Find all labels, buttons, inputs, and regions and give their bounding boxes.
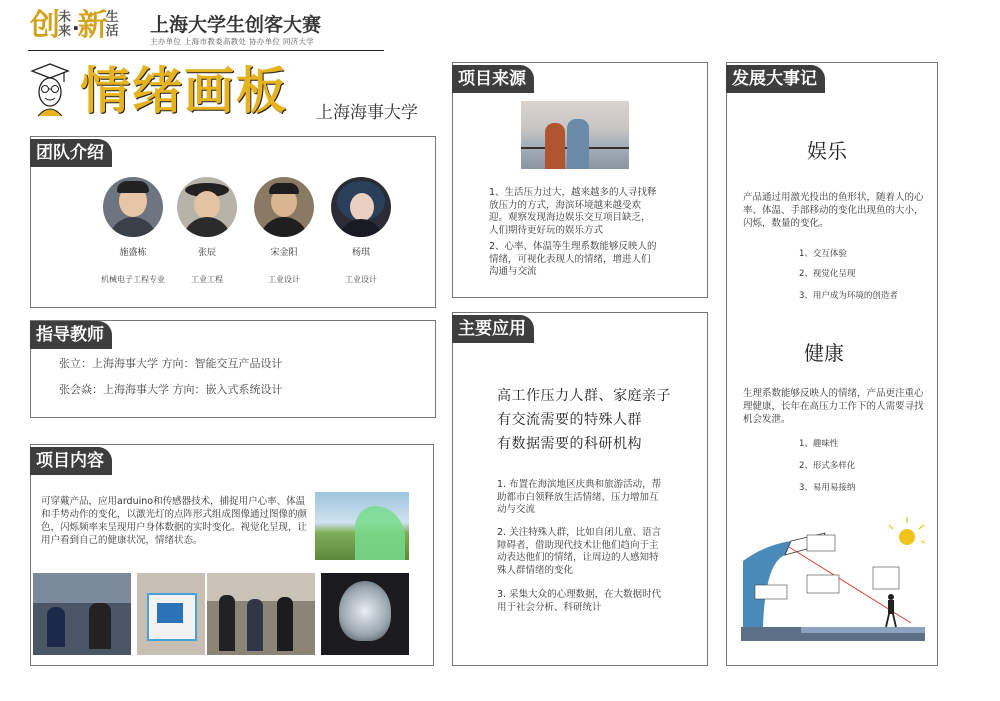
member-major: 工业设计: [345, 275, 377, 284]
member-avatar: [331, 177, 391, 237]
award-trophy-photo: [321, 573, 409, 655]
team-member: [167, 177, 247, 285]
content-panel: [30, 444, 434, 666]
logo-char-xin: 新: [77, 8, 106, 43]
team-member: [244, 177, 324, 285]
workshop-photo: [33, 573, 131, 655]
content-description: 可穿戴产品，应用arduino和传感器技术，捕捉用户心率、体温和手势动作的变化，以激光灯的点阵形式组成图像通过图像的颜色，闪烁频率来呈现用户身体数据的实时变化。视觉化呈现，让用户看到自己的健康状况，情绪状态。: [41, 496, 308, 546]
member-avatar: [254, 177, 314, 237]
electronics-photo: [137, 573, 205, 655]
entertainment-text: 产品通过用激光投出的鱼形状，随着人的心率、体温、手部移动的变化出现鱼的大小，闪烁，数量的变化。: [743, 192, 924, 229]
source-tag: 项目来源: [452, 65, 534, 93]
health-item: 2、形式多样化: [799, 461, 856, 471]
entertainment-item: 1、交互体验: [799, 249, 847, 259]
entertainment-item: 2、视觉化呈现: [799, 269, 856, 279]
advisor-line: 张会焱：上海海事大学 方向：嵌入式系统设计: [59, 383, 283, 396]
header-divider: [28, 50, 384, 51]
health-item: 3、易用易接纳: [799, 483, 856, 493]
logo-small-shenghuo: 生活: [105, 10, 117, 39]
entertainment-heading: 娱乐: [807, 139, 847, 163]
member-name: 宋金阳: [270, 248, 298, 258]
health-item: 1、趣味性: [799, 439, 839, 449]
team-tag: 团队介绍: [30, 139, 112, 167]
target-group-line: 高工作压力人群、家庭亲子: [497, 388, 671, 404]
member-major: 工业工程: [191, 275, 223, 284]
member-name: 杨琪: [351, 248, 370, 258]
events-tag: 发展大事记: [726, 65, 825, 93]
team-presentation-photo: [207, 573, 315, 655]
advisor-line: 张立：上海海事大学 方向：智能交互产品设计: [59, 357, 283, 370]
source-item: 1、生活压力过大，越来越多的人寻找释放压力的方式，海滨环境越来越受欢迎。观察发现海边娱乐交互项目缺乏，人们期待更好玩的娱乐方式: [489, 187, 657, 236]
member-avatar: [177, 177, 237, 237]
project-title: 情绪画板: [80, 61, 288, 120]
member-major: 工业设计: [268, 275, 300, 284]
seaside-photo: [521, 101, 629, 169]
target-group-line: 有交流需要的特殊人群: [497, 412, 642, 428]
entertainment-item: 3、用户成为环境的创造者: [799, 291, 898, 301]
team-member: [321, 177, 401, 285]
member-name: 张辰: [197, 248, 216, 258]
logo-char-chuang: 创: [30, 8, 58, 43]
member-avatar: [103, 177, 163, 237]
health-heading: 健康: [804, 341, 844, 365]
events-panel: [726, 62, 938, 666]
source-item: 2、心率、体温等生理系数能够反映人的情绪，可视化表现人的情绪，增进人们沟通与交流: [489, 241, 657, 277]
graduate-mascot-icon: [30, 62, 70, 118]
school-name: 上海海事大学: [316, 103, 418, 123]
content-tag: 项目内容: [30, 447, 112, 475]
application-item: 1. 布置在海滨地区庆典和旅游活动，帮助都市白领释放生活情绪、压力增加互动与交流: [497, 479, 662, 515]
application-tag: 主要应用: [452, 315, 534, 343]
contest-subtitle: 主办单位 上海市教委高教处 协办单位 同济大学: [150, 37, 315, 46]
team-panel: [30, 136, 436, 308]
advisors-tag: 指导教师: [30, 321, 112, 349]
logo-small-weilai: 未来: [58, 10, 70, 39]
member-name: 施盛栋: [119, 248, 147, 258]
team-member: [93, 177, 173, 285]
application-item: 3. 采集大众的心理数据，在大数据时代用于社会分析、科研统计: [497, 589, 662, 613]
member-major: 机械电子工程专业: [101, 275, 165, 284]
application-panel: [452, 312, 708, 666]
contest-title: 上海大学生创客大赛: [150, 14, 322, 36]
health-text: 生理系数能够反映人的情绪，产品更注重心理健康，长年在高压力工作下的人需要寻找机会发泄。: [743, 388, 924, 425]
usage-scenario-illustration: [741, 511, 925, 641]
contest-logo: [30, 8, 120, 46]
application-item: 2. 关注特殊人群，比如自闭儿童、语言障碍者，借助现代技术让他们趋向于主动表达他们的情绪，让周边的人感知特殊人群情绪的变化: [497, 527, 662, 576]
product-photo: [315, 492, 409, 560]
target-group-line: 有数据需要的科研机构: [497, 436, 642, 452]
advisors-panel: [30, 320, 436, 418]
source-panel: [452, 62, 708, 298]
logo-dot: ·: [72, 16, 78, 40]
